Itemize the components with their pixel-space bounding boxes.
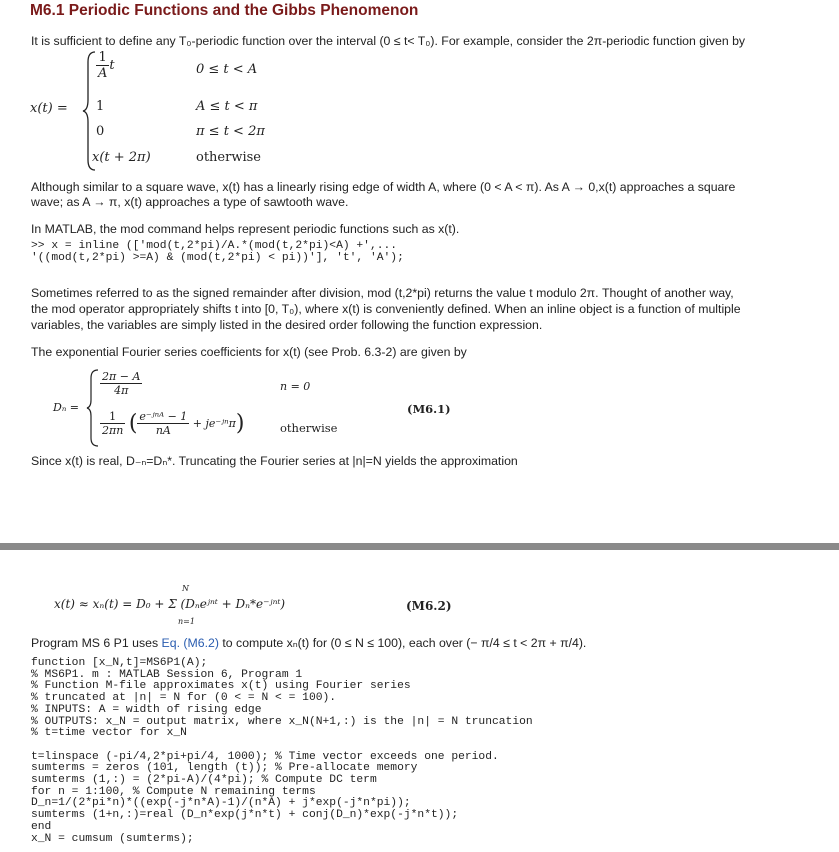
eq2-case2-inner-den: nA: [155, 424, 171, 437]
eq1-case3-cond: π ≤ t < 2π: [196, 124, 265, 139]
paragraph-square-wave-line1: Although similar to a square wave, x(t) has a linearly rising edge of width A, where (0 < A < π). As A → 0,x(t) approaches a square: [31, 180, 736, 194]
paragraph-mod-line2: the mod operator appropriately shifts t into [0, T₀), where x(t) is conveniently defined. When an inline object is a function of multiple: [31, 302, 741, 316]
eq1-case1-den: A: [98, 66, 108, 81]
eq1-case2-expr: 1: [96, 99, 105, 114]
paragraph-matlab-mod: In MATLAB, the mod command helps represent periodic functions such as x(t).: [31, 222, 460, 236]
eq2-case2-front-num: 1: [100, 410, 125, 424]
paragraph-square-wave-line2: wave; as A → π, x(t) approaches a type of sawtooth wave.: [31, 195, 349, 209]
eq1-case2-cond: A ≤ t < π: [196, 99, 258, 114]
eq1-case3-expr: 0: [96, 124, 105, 139]
equation-piecewise-x: [30, 50, 330, 172]
eq1-case4-expr: x(t + 2π): [92, 150, 151, 165]
equation-dn: Dₙ = $\frac{2\pi - A}{4\pi}$ n = 0 $\frac{1}{2\pi n}$ ( $\frac{\text{e⁻ʲⁿᴬ − 1}}{nA}$ + je⁻ʲⁿπ) otherwise (M6.1): [50, 368, 490, 448]
eq2-case2-cond: otherwise: [280, 421, 338, 435]
eq2-label: (M6.1): [407, 402, 451, 416]
paragraph-mod-line1: Sometimes referred to as the signed remainder after division, mod (t,2*pi) returns the value t modulo 2π. Thought of another way,: [31, 286, 734, 300]
eq1-case1-cond: 0 ≤ t < A: [196, 62, 258, 77]
eq3-label: (M6.2): [406, 599, 452, 613]
eq2-lhs: Dₙ =: [53, 401, 79, 414]
page-title: M6.1 Periodic Functions and the Gibbs Phenomenon: [30, 2, 419, 19]
eq2-case2-tail: + je⁻ʲⁿπ: [192, 417, 236, 430]
paragraph-mod-line3: variables, the variables are simply listed in the desired order following the function expression.: [31, 318, 543, 332]
eq2-case2-inner-num: e⁻ʲⁿᴬ − 1: [139, 410, 188, 423]
eq1-case4-cond: otherwise: [196, 150, 261, 165]
equation-link[interactable]: Eq. (M6.2): [161, 636, 219, 650]
eq1-case1-tail: t: [109, 58, 115, 73]
paragraph-truncation: Since x(t) is real, D₋ₙ=Dₙ*. Truncating the Fourier series at |n|=N yields the approximation: [31, 454, 518, 468]
eq3-sum-top: N: [182, 584, 189, 593]
equation-xn: [54, 584, 474, 628]
eq3-expr: x(t) ≈ xₙ(t) = D₀ + Σ (Dₙeʲⁿᵗ + Dₙ*e⁻ʲⁿᵗ): [54, 597, 286, 611]
code-ms6p1-function: function [x_N,t]=MS6P1(A); % MS6P1. m : MATLAB Session 6, Program 1 % Function M-file approximates x(t) using Fourier series % truncated at |n| = N for (0 < = N < = 100). % INPUTS: A = width of rising edge % OUTPUTS: x_N = output matrix, where x_N(N+1,:) is the |n| = N truncation % t=time vector for x_N t=linspace (-pi/4,2*pi+pi/4, 1000); % Time vector exceeds one period. sumterms = zeros (101, length (t)); % Pre-allocate memory sumterms (1,:) = (2*pi-A)/(4*pi); % Compute DC term for n = 1:100, % Compute N remaining terms D_n=1/(2*pi*n)*((exp(-j*n*A)-1)/(n*A) + j*exp(-j*n*pi)); sumterms (1+n,:)=real (D_n*exp(j*n*t) + conj(D_n)*exp(-j*n*t)); end x_N = cumsum (sumterms);: [31, 657, 533, 845]
program-intro-text-b: to compute xₙ(t) for (0 ≤ N ≤ 100), each over (− π/4 ≤ t < 2π + π/4).: [218, 636, 587, 650]
eq2-brace: [86, 368, 100, 448]
paragraph-program-intro: [31, 636, 586, 652]
program-intro-text-a: Program MS 6 P1 uses: [31, 636, 162, 650]
eq2-case1-den: 4π: [114, 384, 129, 397]
eq2-case2-front-den: 2πn: [102, 424, 124, 437]
code-inline-definition: >> x = inline (['mod(t,2*pi)/A.*(mod(t,2*pi)<A) +',... '((mod(t,2*pi) >=A) & (mod(t,2*pi) < pi))'], 't', 'A');: [31, 240, 404, 264]
eq2-case1-num: 2π − A: [102, 370, 141, 383]
eq1-lhs: x(t) =: [30, 101, 68, 116]
paragraph-fourier-coeffs: The exponential Fourier series coefficients for x(t) (see Prob. 6.3-2) are given by: [31, 345, 467, 359]
eq1-case1-num: 1: [96, 50, 109, 66]
eq3-sum-bottom: n=1: [178, 617, 195, 626]
page-separator: [0, 543, 839, 550]
eq2-case1-cond: n = 0: [280, 380, 311, 393]
intro-paragraph: It is sufficient to define any T₀-periodic function over the interval (0 ≤ t< T₀). For example, consider the 2π-periodic function given by: [31, 34, 746, 48]
